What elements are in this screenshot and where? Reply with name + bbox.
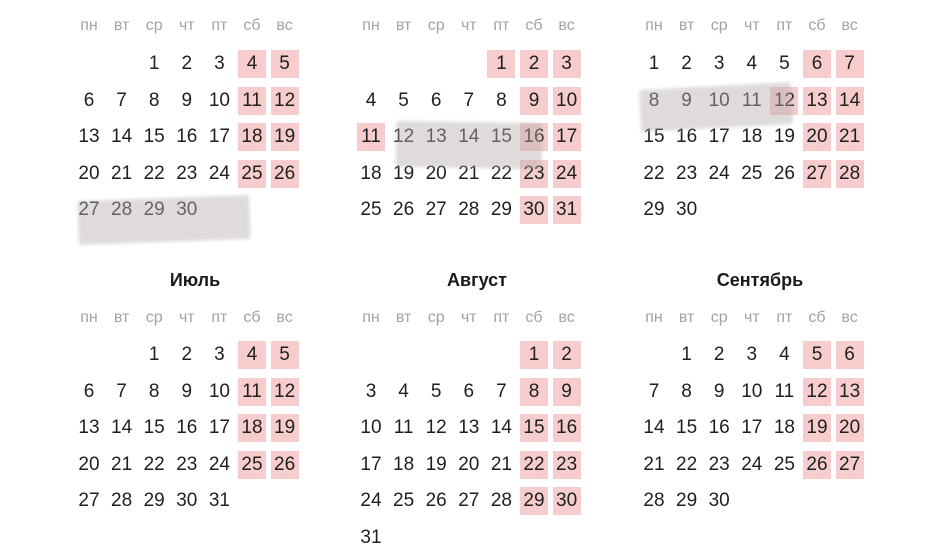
day-cell: 17 xyxy=(208,417,230,439)
day-cell-weekend: 22 xyxy=(520,451,548,479)
day-cell: 28 xyxy=(111,199,133,221)
day-cell: 6 xyxy=(83,89,95,111)
weekday-label: чт xyxy=(743,309,760,326)
weekday-label: пт xyxy=(776,17,793,34)
day-cell: 19 xyxy=(773,126,795,148)
day-cell: 24 xyxy=(708,162,730,184)
day-cell: 27 xyxy=(78,490,100,512)
weekday-label: вс xyxy=(558,309,575,326)
smudge-mark xyxy=(77,195,250,245)
day-cell: 3 xyxy=(214,344,225,365)
day-cell: 8 xyxy=(148,380,160,402)
day-cell: 26 xyxy=(425,490,447,512)
day-cell: 27 xyxy=(425,199,447,221)
day-cell: 14 xyxy=(490,417,512,439)
day-cell: 22 xyxy=(643,162,665,184)
day-cell: 3 xyxy=(746,344,758,365)
weekday-label: вт xyxy=(395,309,412,326)
day-cell-weekend: 19 xyxy=(803,414,831,442)
weekday-label: вт xyxy=(113,17,130,34)
weekday-label: пт xyxy=(493,17,510,34)
day-cell-weekend: 6 xyxy=(836,341,864,369)
weekday-label: пт xyxy=(776,309,793,326)
day-cell: 26 xyxy=(773,162,795,184)
day-cell-weekend: 13 xyxy=(836,378,864,406)
weekday-label: чт xyxy=(743,17,760,34)
day-cell-weekend: 5 xyxy=(271,50,299,78)
weekday-label: вт xyxy=(678,17,695,34)
day-cell: 14 xyxy=(111,417,133,439)
day-cell: 7 xyxy=(463,89,475,111)
day-cell: 28 xyxy=(643,490,665,512)
weekday-label: чт xyxy=(460,17,477,34)
day-cell-weekend: 2 xyxy=(553,341,581,369)
weekday-label: сб xyxy=(525,309,543,326)
day-cell-weekend: 23 xyxy=(520,160,548,188)
weekday-label: чт xyxy=(178,17,195,34)
day-cell: 19 xyxy=(425,453,447,475)
day-cell: 9 xyxy=(181,380,193,402)
day-cell-weekend: 11 xyxy=(357,123,385,151)
month-title: Июль xyxy=(169,270,221,290)
day-cell-weekend: 20 xyxy=(803,123,831,151)
day-cell: 20 xyxy=(78,162,100,184)
day-cell-weekend: 25 xyxy=(238,451,266,479)
day-cell-weekend: 14 xyxy=(836,87,864,115)
day-cell: 9 xyxy=(713,380,725,402)
day-cell-weekend: 4 xyxy=(238,50,266,78)
day-cell: 25 xyxy=(393,490,415,512)
weekday-label: вс xyxy=(276,309,293,326)
day-cell-weekend: 2 xyxy=(520,50,548,78)
day-cell: 16 xyxy=(176,126,198,148)
day-cell-weekend: 9 xyxy=(520,87,548,115)
weekday-label: пн xyxy=(362,309,380,326)
day-cell-weekend: 19 xyxy=(271,414,299,442)
day-cell: 5 xyxy=(430,380,442,402)
day-cell: 21 xyxy=(111,453,133,475)
day-cell: 14 xyxy=(458,126,480,148)
day-cell-weekend: 12 xyxy=(803,378,831,406)
day-cell-weekend: 28 xyxy=(836,160,864,188)
day-cell-weekend: 9 xyxy=(553,378,581,406)
day-cell: 8 xyxy=(148,89,160,111)
day-cell-weekend: 29 xyxy=(520,487,548,515)
day-cell: 15 xyxy=(643,126,665,148)
day-cell: 30 xyxy=(176,199,198,221)
day-cell: 13 xyxy=(78,126,100,148)
day-cell-weekend: 10 xyxy=(553,87,581,115)
weekday-label: вт xyxy=(113,309,130,326)
day-cell: 3 xyxy=(713,53,725,74)
day-cell-weekend: 13 xyxy=(803,87,831,115)
day-cell-weekend: 11 xyxy=(238,87,266,115)
smudge-mark xyxy=(396,121,543,170)
day-cell: 2 xyxy=(181,344,193,365)
day-cell: 15 xyxy=(676,417,698,439)
day-cell: 29 xyxy=(490,199,512,221)
day-cell: 15 xyxy=(143,126,165,148)
day-cell: 28 xyxy=(490,490,512,512)
weekday-label: пн xyxy=(362,17,380,34)
day-cell-weekend: 21 xyxy=(836,123,864,151)
day-cell-weekend: 27 xyxy=(803,160,831,188)
day-cell: 8 xyxy=(648,89,660,111)
day-cell: 30 xyxy=(708,490,730,512)
day-cell: 5 xyxy=(398,89,409,111)
day-cell: 10 xyxy=(360,417,382,439)
day-cell: 27 xyxy=(458,490,480,512)
day-cell-weekend: 3 xyxy=(553,50,581,78)
day-cell: 18 xyxy=(773,417,795,439)
day-cell-weekend: 24 xyxy=(553,160,581,188)
day-cell: 10 xyxy=(208,380,230,402)
day-cell-weekend: 30 xyxy=(553,487,581,515)
day-cell: 9 xyxy=(181,89,193,111)
day-cell-weekend: 27 xyxy=(836,451,864,479)
day-cell-weekend: 25 xyxy=(238,160,266,188)
day-cell: 29 xyxy=(143,490,165,512)
day-cell: 22 xyxy=(490,162,512,184)
day-cell: 6 xyxy=(463,380,475,402)
day-cell: 16 xyxy=(176,417,198,439)
weekday-label: ср xyxy=(710,309,728,326)
day-cell: 13 xyxy=(78,417,100,439)
weekday-label: пн xyxy=(80,17,98,34)
day-cell: 6 xyxy=(83,380,95,402)
day-cell: 7 xyxy=(116,89,127,111)
day-cell: 3 xyxy=(214,53,225,74)
day-cell: 27 xyxy=(78,199,100,221)
day-cell-weekend: 18 xyxy=(238,123,266,151)
day-cell: 3 xyxy=(365,380,377,402)
month-title: Сентябрь xyxy=(716,270,804,290)
weekday-label: пн xyxy=(645,17,663,34)
weekday-label: вс xyxy=(276,17,293,34)
day-cell-weekend: 31 xyxy=(553,196,581,224)
day-cell: 19 xyxy=(393,162,415,184)
day-cell: 1 xyxy=(648,53,660,74)
weekday-label: пт xyxy=(211,309,228,326)
day-cell-weekend: 12 xyxy=(271,378,299,406)
day-cell-weekend: 11 xyxy=(238,378,266,406)
day-cell: 4 xyxy=(398,380,409,402)
weekday-label: чт xyxy=(178,309,195,326)
day-cell: 6 xyxy=(430,89,442,111)
day-cell: 20 xyxy=(78,453,100,475)
month-title: Август xyxy=(447,270,507,290)
weekday-label: вс xyxy=(841,17,858,34)
weekday-label: сб xyxy=(243,309,261,326)
day-cell: 29 xyxy=(143,199,165,221)
weekday-label: ср xyxy=(427,309,445,326)
day-cell: 18 xyxy=(360,162,382,184)
day-cell: 30 xyxy=(176,490,198,512)
day-cell: 11 xyxy=(393,417,414,439)
day-cell: 13 xyxy=(458,417,480,439)
day-cell-weekend: 1 xyxy=(487,50,515,78)
weekday-label: пн xyxy=(645,309,663,326)
day-cell: 14 xyxy=(643,417,665,439)
day-cell-weekend: 7 xyxy=(836,50,864,78)
day-cell: 15 xyxy=(490,126,512,148)
day-cell: 1 xyxy=(681,344,692,365)
day-cell: 7 xyxy=(116,380,127,402)
day-cell: 16 xyxy=(708,417,730,439)
day-cell: 23 xyxy=(176,453,198,475)
weekday-label: ср xyxy=(427,17,445,34)
day-cell: 29 xyxy=(676,490,698,512)
day-cell-weekend: 26 xyxy=(271,451,299,479)
day-cell: 22 xyxy=(143,162,165,184)
weekday-label: ср xyxy=(145,309,163,326)
day-cell: 9 xyxy=(681,89,692,111)
day-cell: 2 xyxy=(681,53,692,74)
day-cell: 23 xyxy=(708,453,730,475)
day-cell: 17 xyxy=(708,126,730,148)
weekday-label: ср xyxy=(710,17,728,34)
day-cell: 1 xyxy=(148,344,160,365)
weekday-label: вт xyxy=(678,309,695,326)
day-cell: 10 xyxy=(208,89,230,111)
day-cell: 24 xyxy=(208,162,230,184)
day-cell: 7 xyxy=(496,380,507,402)
weekday-label: пн xyxy=(80,309,98,326)
day-cell: 24 xyxy=(360,490,382,512)
day-cell: 11 xyxy=(774,380,795,402)
day-cell: 23 xyxy=(176,162,198,184)
day-cell: 21 xyxy=(111,162,133,184)
day-cell: 25 xyxy=(741,162,763,184)
day-cell-weekend: 19 xyxy=(271,123,299,151)
weekday-label: пт xyxy=(493,309,510,326)
day-cell: 31 xyxy=(208,490,230,512)
day-cell-weekend: 4 xyxy=(238,341,266,369)
day-cell: 8 xyxy=(496,89,507,111)
day-cell: 31 xyxy=(360,527,382,548)
day-cell: 12 xyxy=(393,126,415,148)
day-cell: 11 xyxy=(741,89,762,111)
day-cell: 10 xyxy=(708,89,730,111)
day-cell-weekend: 17 xyxy=(553,123,581,151)
day-cell: 1 xyxy=(148,53,160,74)
day-cell-weekend: 16 xyxy=(520,123,548,151)
day-cell-weekend: 8 xyxy=(520,378,548,406)
day-cell: 4 xyxy=(365,89,377,111)
day-cell: 18 xyxy=(393,453,415,475)
day-cell: 5 xyxy=(779,53,790,74)
day-cell: 14 xyxy=(111,126,133,148)
day-cell-weekend: 6 xyxy=(803,50,831,78)
weekday-label: чт xyxy=(460,309,477,326)
day-cell: 17 xyxy=(741,417,763,439)
day-cell-weekend: 5 xyxy=(803,341,831,369)
weekday-label: сб xyxy=(808,309,826,326)
weekday-label: вс xyxy=(841,309,858,326)
day-cell: 22 xyxy=(676,453,698,475)
day-cell-weekend: 26 xyxy=(271,160,299,188)
day-cell: 18 xyxy=(741,126,763,148)
day-cell: 2 xyxy=(713,344,725,365)
day-cell: 24 xyxy=(208,453,230,475)
day-cell: 28 xyxy=(458,199,480,221)
day-cell: 4 xyxy=(746,53,758,74)
day-cell: 21 xyxy=(458,162,480,184)
day-cell: 22 xyxy=(143,453,165,475)
day-cell: 30 xyxy=(676,199,698,221)
day-cell: 16 xyxy=(676,126,698,148)
weekday-label: пт xyxy=(211,17,228,34)
day-cell: 8 xyxy=(681,380,692,402)
day-cell: 25 xyxy=(773,453,795,475)
day-cell-weekend: 1 xyxy=(520,341,548,369)
day-cell: 28 xyxy=(111,490,133,512)
day-cell-weekend: 12 xyxy=(271,87,299,115)
day-cell-weekend: 23 xyxy=(553,451,581,479)
day-cell: 20 xyxy=(425,162,447,184)
day-cell-weekend: 12 xyxy=(770,87,798,115)
day-cell-weekend: 5 xyxy=(271,341,299,369)
day-cell: 10 xyxy=(741,380,763,402)
day-cell-weekend: 26 xyxy=(803,451,831,479)
day-cell: 21 xyxy=(643,453,665,475)
day-cell-weekend: 16 xyxy=(553,414,581,442)
day-cell: 12 xyxy=(425,417,447,439)
weekday-label: вс xyxy=(558,17,575,34)
day-cell-weekend: 20 xyxy=(836,414,864,442)
weekday-label: сб xyxy=(525,17,543,34)
day-cell: 17 xyxy=(360,453,382,475)
weekday-label: ср xyxy=(145,17,163,34)
weekday-label: сб xyxy=(243,17,261,34)
weekday-label: сб xyxy=(808,17,826,34)
day-cell-weekend: 30 xyxy=(520,196,548,224)
day-cell: 23 xyxy=(676,162,698,184)
day-cell-weekend: 18 xyxy=(238,414,266,442)
day-cell: 29 xyxy=(643,199,665,221)
day-cell: 13 xyxy=(425,126,447,148)
day-cell-weekend: 15 xyxy=(520,414,548,442)
weekday-label: вт xyxy=(395,17,412,34)
day-cell: 21 xyxy=(490,453,512,475)
smudge-mark xyxy=(639,82,793,132)
day-cell: 17 xyxy=(208,126,230,148)
day-cell: 2 xyxy=(181,53,193,74)
day-cell: 25 xyxy=(360,199,382,221)
day-cell: 24 xyxy=(741,453,763,475)
day-cell: 26 xyxy=(393,199,415,221)
day-cell: 15 xyxy=(143,417,165,439)
day-cell: 7 xyxy=(648,380,660,402)
day-cell: 4 xyxy=(779,344,790,365)
day-cell: 20 xyxy=(458,453,480,475)
